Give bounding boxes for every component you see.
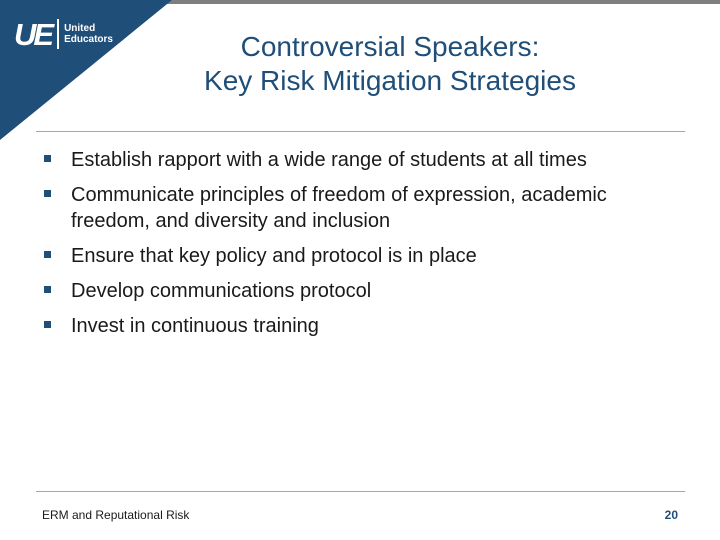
square-bullet-icon xyxy=(44,286,51,293)
square-bullet-icon xyxy=(44,251,51,258)
footer-divider xyxy=(36,491,685,492)
bullet-text: Communicate principles of freedom of expression, academic freedom, and diversity and inclusion xyxy=(71,184,607,232)
slide-title-line-2: Key Risk Mitigation Strategies xyxy=(204,65,576,96)
logo-mark: UE xyxy=(14,16,52,52)
square-bullet-icon xyxy=(44,155,51,162)
page-number: 20 xyxy=(664,508,678,522)
logo-line-2: Educators xyxy=(64,34,113,45)
bullet-text: Ensure that key policy and protocol is in place xyxy=(71,245,477,267)
logo-wordmark xyxy=(64,23,113,45)
bullet-item xyxy=(44,278,684,304)
bullet-item xyxy=(44,147,684,173)
logo-line-1: United xyxy=(64,23,96,34)
bullet-text: Develop communications protocol xyxy=(71,280,372,302)
bullet-item xyxy=(44,313,684,339)
bullet-text: Invest in continuous training xyxy=(71,315,319,337)
bullet-item xyxy=(44,243,684,269)
bullet-item xyxy=(44,182,684,234)
logo-separator xyxy=(57,19,59,49)
slide-title-line-1: Controversial Speakers: xyxy=(240,31,540,62)
slide-title xyxy=(120,30,660,98)
square-bullet-icon xyxy=(44,190,51,197)
square-bullet-icon xyxy=(44,321,51,328)
footer-label: ERM and Reputational Risk xyxy=(42,508,190,522)
bullet-text: Establish rapport with a wide range of students at all times xyxy=(71,149,587,171)
bullet-list xyxy=(44,147,684,348)
united-educators-logo xyxy=(14,16,113,52)
title-divider xyxy=(36,131,685,132)
